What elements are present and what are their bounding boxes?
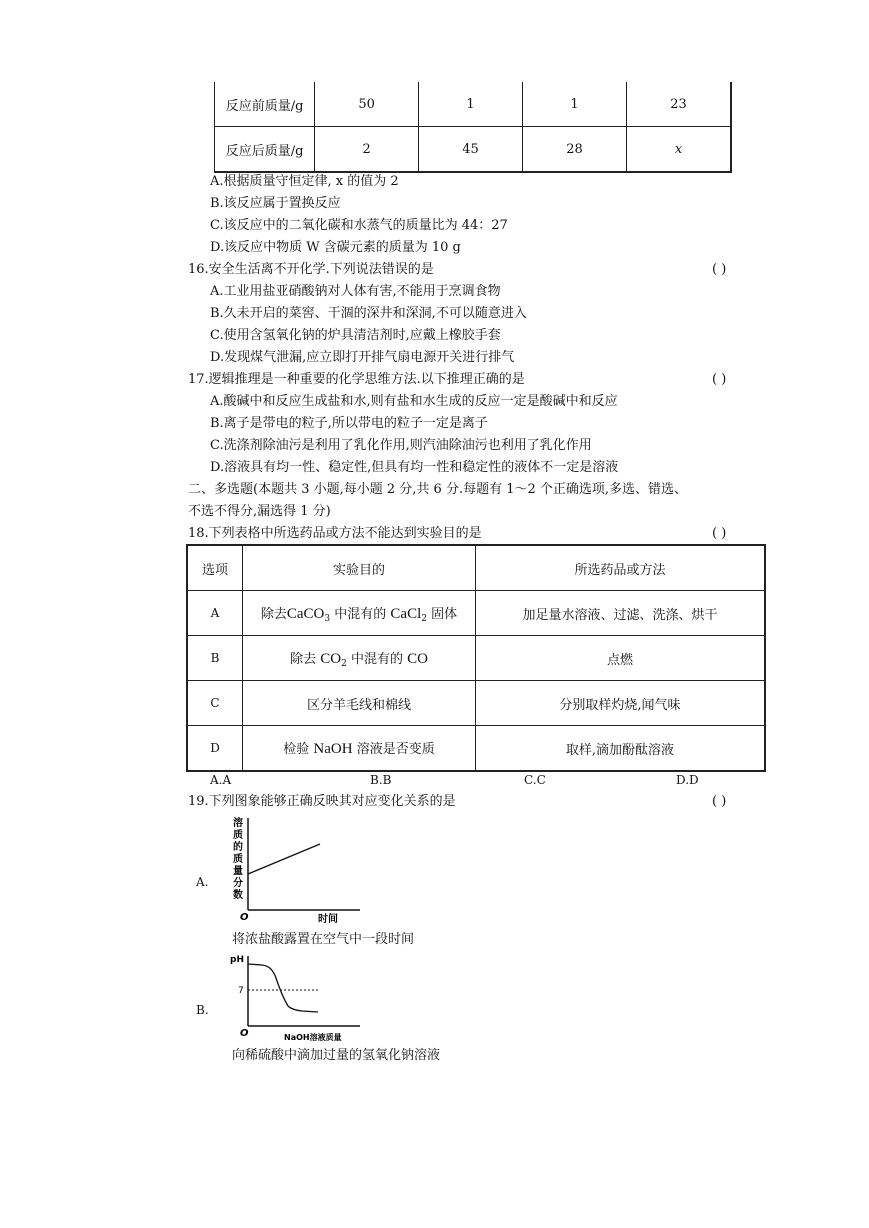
q19-answer-paren: ( ) [712, 794, 727, 809]
q17-option-d: D.溶液具有均一性、稳定性,但具有均一性和稳定性的液体不一定是溶液 [210, 460, 619, 475]
q16-option-b: B.久未开启的菜窖、干涸的深井和深洞,不可以随意进入 [210, 306, 527, 321]
table-cell: 23 [627, 82, 731, 127]
header-option: 选项 [187, 545, 243, 591]
graph-a-label: A. [196, 875, 209, 889]
row-label: 反应后质量/g [215, 127, 315, 173]
section-heading-cont: 不选不得分,漏选得 1 分) [188, 504, 331, 519]
graph-b-ylabel: pH [230, 955, 244, 965]
formula-subscript: 3 [324, 613, 331, 624]
formula: NaOH [313, 741, 353, 757]
q17-option-c: C.洗涤剂除油污是利用了乳化作用,则汽油除油污也利用了乳化作用 [210, 438, 592, 453]
method-cell: 加足量水溶液、过滤、洗涤、烘干 [476, 591, 766, 636]
formula: CaCl [390, 605, 422, 622]
purpose-text: 检验 [283, 742, 310, 757]
table-cell: 45 [419, 127, 523, 173]
graph-a-ylabel-char: 溶 [233, 818, 243, 829]
graph-a-ylabel-char: 质 [233, 830, 243, 841]
graph-b-tick: 7 [238, 986, 244, 996]
section-heading: 二、多选题(本题共 3 小题,每小题 2 分,共 6 分.每题有 1～2 个正确选项,多选、错选、 [188, 482, 688, 497]
table-row [187, 681, 765, 726]
formula-subscript: 2 [421, 613, 427, 624]
table-cell: x [627, 127, 731, 173]
purpose-cell [243, 591, 476, 636]
purpose-text: 中混有的 [350, 651, 403, 667]
method-cell: 点燃 [476, 636, 766, 681]
table-cell: 28 [523, 127, 627, 173]
purpose-cell: 区分羊毛线和棉线 [243, 681, 476, 726]
purpose-text: 溶液是否变质 [356, 742, 435, 757]
graph-a-ylabel-char: 数 [233, 890, 243, 901]
table-cell: 1 [523, 82, 627, 127]
graph-a-chart [228, 814, 368, 926]
option-cell: B [187, 636, 243, 681]
table-row [187, 726, 765, 772]
option-cell: C [187, 681, 243, 726]
graph-b-label: B. [196, 1003, 209, 1017]
q18-answer-b: B.B [370, 773, 392, 787]
q15-option-a: A.根据质量守恒定律, x 的值为 2 [210, 174, 399, 189]
method-cell: 分别取样灼烧,闻气味 [476, 681, 766, 726]
table-cell: 50 [315, 82, 419, 127]
table-row [187, 591, 765, 636]
graph-a-ylabel-char: 量 [233, 866, 243, 877]
graph-a-caption: 将浓盐酸露置在空气中一段时间 [232, 932, 415, 947]
q19-stem: 19.下列图象能够正确反映其对应变化关系的是 [188, 794, 456, 809]
purpose-text: 固体 [431, 606, 458, 622]
graph-a-xlabel: 时间 [318, 914, 338, 925]
table-row [187, 636, 765, 681]
table-header-row [187, 545, 765, 591]
table-row [215, 82, 732, 127]
formula: CO [407, 650, 428, 667]
method-cell: 取样,滴加酚酞溶液 [476, 726, 766, 772]
purpose-cell [243, 636, 476, 681]
option-cell: D [187, 726, 243, 772]
graph-a-ylabel-char: 的 [233, 842, 243, 853]
q18-answer-paren: ( ) [712, 526, 727, 541]
purpose-text: 中混有的 [334, 606, 387, 622]
q17-option-b: B.离子是带电的粒子,所以带电的粒子一定是离子 [210, 416, 488, 431]
purpose-cell [243, 726, 476, 772]
q16-option-d: D.发现煤气泄漏,应立即打开排气扇电源开关进行排气 [210, 350, 515, 365]
header-method: 所选药品或方法 [476, 545, 766, 591]
graph-a-ylabel-char: 质 [233, 854, 243, 865]
q16-answer-paren: ( ) [712, 262, 727, 277]
graph-b-origin: O [240, 1028, 249, 1039]
q18-answer-d: D.D [676, 773, 699, 787]
q15-option-c: C.该反应中的二氧化碳和水蒸气的质量比为 44：27 [210, 218, 508, 233]
q17-stem: 17.逻辑推理是一种重要的化学思维方法.以下推理正确的是 [188, 372, 525, 387]
graph-b-xlabel: NaOH溶液质量 [284, 1033, 342, 1042]
table-cell: 1 [419, 82, 523, 127]
graph-b-data-curve [248, 964, 318, 1012]
q18-answer-a: A.A [210, 773, 232, 787]
q17-option-a: A.酸碱中和反应生成盐和水,则有盐和水生成的反应一定是酸碱中和反应 [210, 394, 618, 409]
option-cell: A [187, 591, 243, 636]
q18-stem: 18.下列表格中所选药品或方法不能达到实验目的是 [188, 526, 482, 541]
q16-stem: 16.安全生活离不开化学.下列说法错误的是 [188, 262, 434, 277]
graph-b-caption: 向稀硫酸中滴加过量的氢氧化钠溶液 [232, 1048, 441, 1063]
q17-answer-paren: ( ) [712, 372, 727, 387]
graph-a-data-line [248, 844, 320, 874]
formula: CO [320, 650, 342, 667]
q16-option-a: A.工业用盐亚硝酸钠对人体有害,不能用于烹调食物 [210, 284, 501, 299]
graph-a-origin: O [240, 912, 249, 923]
purpose-text: 除去 [260, 606, 287, 622]
mass-table [214, 82, 732, 173]
table-cell: 2 [315, 127, 419, 173]
formula: CaCO [286, 605, 325, 622]
header-purpose: 实验目的 [243, 545, 476, 591]
graph-a-ylabel-char: 分 [233, 878, 243, 889]
q15-option-d: D.该反应中物质 W 含碳元素的质量为 10 g [210, 240, 461, 255]
experiment-table [186, 544, 766, 772]
q16-option-c: C.使用含氢氧化钠的炉具清洁剂时,应戴上橡胶手套 [210, 328, 501, 343]
table-row [215, 127, 732, 173]
q18-answer-c: C.C [524, 773, 546, 787]
row-label: 反应前质量/g [215, 82, 315, 127]
formula-subscript: 2 [341, 658, 347, 669]
purpose-text: 除去 [290, 651, 317, 667]
q15-option-b: B.该反应属于置换反应 [210, 196, 341, 211]
graph-b-chart [228, 952, 368, 1044]
